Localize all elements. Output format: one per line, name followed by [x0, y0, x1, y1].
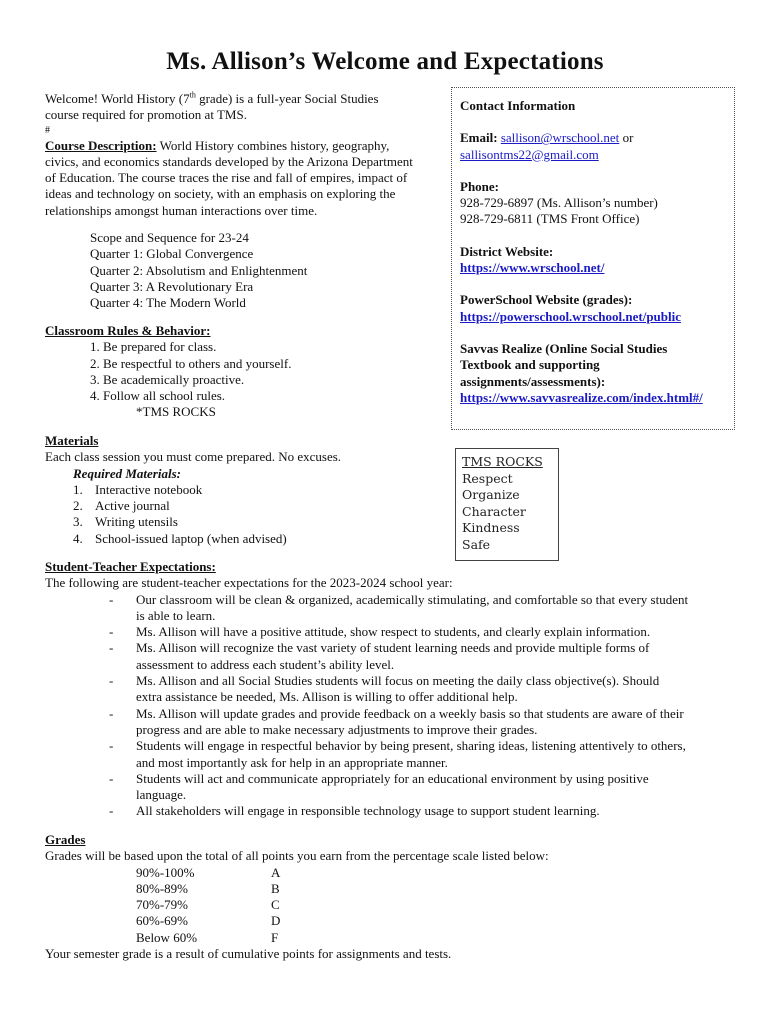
expectation-item [109, 640, 745, 673]
expectation-text [136, 771, 726, 804]
grade-range: 90%-100% [136, 864, 195, 880]
grade-letter: C [271, 897, 280, 913]
tms-rocks-item: Respect [462, 470, 513, 486]
contact-info-box [451, 87, 735, 430]
expectation-line: Ms. Allison will have a positive attitude, show respect to students, and clearly explain information. [136, 624, 651, 640]
savvas-label-line: Textbook and supporting [460, 357, 600, 373]
contact-phone [460, 179, 726, 228]
grade-letter: F [271, 929, 279, 945]
classroom-rules [45, 323, 445, 421]
course-description-line-1: World History combines history, geography, [156, 137, 390, 153]
expectation-text [136, 706, 726, 739]
expectation-line: All stakeholders will engage in responsible technology usage to support student learning. [136, 803, 600, 819]
tms-rocks-item: Kindness [462, 520, 520, 535]
rule-item: 2. Be respectful to others and yourself. [90, 355, 292, 371]
expectation-item [109, 771, 745, 804]
grade-range: 80%-89% [136, 880, 188, 896]
grade-row [136, 897, 745, 913]
material-number: 3. [73, 514, 83, 530]
rules-heading: Classroom Rules & Behavior: [45, 323, 211, 338]
dash-bullet: - [109, 770, 114, 786]
grade-letter: A [271, 864, 281, 880]
tms-rocks-item: Organize [462, 487, 520, 502]
grade-row [136, 913, 745, 929]
grade-row [136, 881, 745, 897]
welcome-text-pre: Welcome! World History (7 [45, 91, 190, 106]
expectation-line: Students will engage in respectful behavior by being present, sharing ideas, listening attentively to others, [136, 738, 686, 754]
course-description-line-5: relationships amongst human interactions over time. [45, 202, 318, 218]
email-or: or [619, 130, 634, 146]
grades-footer: Your semester grade is a result of cumulative points for assignments and tests. [45, 946, 452, 962]
material-item [73, 482, 445, 498]
scope-quarter-2: Quarter 2: Absolutism and Enlightenment [90, 262, 308, 278]
expectation-line: Ms. Allison and all Social Studies students will focus on meeting the daily class objective(s). Should [136, 673, 660, 689]
expectation-text [136, 640, 726, 673]
course-description [45, 138, 445, 154]
dash-bullet: - [109, 591, 114, 607]
scope-sequence [90, 230, 430, 311]
grade-scale [45, 865, 745, 946]
powerschool-label: PowerSchool Website (grades): [460, 292, 633, 308]
scope-quarter-3: Quarter 3: A Revolutionary Era [90, 278, 254, 294]
expectation-item [109, 738, 745, 771]
grades-heading: Grades [45, 832, 86, 847]
rules-tag: *TMS ROCKS [136, 404, 216, 420]
material-number: 4. [73, 530, 83, 546]
savvas-link[interactable]: https://www.savvasrealize.com/index.html#/ [460, 389, 703, 405]
page-title: Ms. Allison’s Welcome and Expectations [166, 48, 604, 75]
dash-bullet: - [109, 673, 114, 689]
material-item [73, 498, 445, 514]
district-website [460, 244, 726, 277]
materials-heading: Materials [45, 433, 99, 448]
welcome-line-1 [45, 91, 445, 107]
powerschool-link[interactable]: https://powerschool.wrschool.net/public [460, 308, 682, 324]
hash-mark: # [45, 124, 50, 136]
grade-row [136, 865, 745, 881]
expectation-line: is able to learn. [136, 607, 216, 623]
expectations-list [45, 592, 745, 820]
scope-quarter-1: Quarter 1: Global Convergence [90, 246, 254, 262]
dash-bullet: - [109, 738, 114, 754]
material-number: 2. [73, 498, 83, 514]
material-text: Interactive notebook [95, 481, 203, 497]
welcome-text-post: grade) is a full-year Social Studies [195, 91, 379, 106]
expectations-intro: The following are student-teacher expectations for the 2023-2024 school year: [45, 575, 453, 591]
expectation-item [109, 673, 745, 706]
savvas-label-line: assignments/assessments): [460, 373, 606, 389]
rule-item: 3. Be academically proactive. [90, 371, 245, 387]
dash-bullet: - [109, 624, 114, 640]
grade-range: 60%-69% [136, 913, 188, 929]
expectation-item [109, 706, 745, 739]
expectation-line: progress and are able to make necessary adjustments to improve their grades. [136, 721, 538, 737]
tms-rocks-item: Character [462, 503, 526, 519]
expectation-text [136, 803, 726, 819]
grades-section [45, 832, 745, 962]
savvas-website [460, 341, 726, 406]
material-text: Active journal [95, 498, 170, 514]
expectation-text [136, 592, 726, 625]
expectation-line: Students will act and communicate appropriately for an educational environment by using positive [136, 770, 649, 786]
expectation-line: Ms. Allison will recognize the vast variety of student learning needs and provide multiple forms of [136, 640, 650, 656]
grade-range: 70%-79% [136, 897, 188, 913]
expectation-line: extra assistance be needed, Ms. Allison is willing to offer additional help. [136, 689, 518, 705]
dash-bullet: - [109, 640, 114, 656]
scope-heading: Scope and Sequence for 23-24 [90, 230, 249, 245]
rule-item: 4. Follow all school rules. [90, 388, 226, 404]
expectation-line: and most importantly ask for help in an appropriate manner. [136, 754, 448, 770]
material-item [73, 531, 445, 547]
grade-letter: D [271, 913, 281, 929]
grade-range: Below 60% [136, 929, 198, 945]
phone-number-2: 928-729-6811 (TMS Front Office) [460, 211, 640, 227]
welcome-superscript: th [189, 90, 196, 100]
required-materials-heading: Required Materials: [73, 465, 181, 481]
dash-bullet: - [109, 803, 114, 819]
powerschool-website [460, 292, 726, 325]
expectation-item [109, 592, 745, 625]
savvas-label-line: Savvas Realize (Online Social Studies [460, 340, 668, 356]
scope-quarter-4: Quarter 4: The Modern World [90, 295, 246, 311]
phone-label: Phone: [460, 178, 499, 194]
tms-rocks-box [455, 448, 559, 561]
material-text: School-issued laptop (when advised) [95, 530, 287, 546]
tms-rocks-item: Safe [462, 536, 491, 552]
welcome-line-2: course required for promotion at TMS. [45, 107, 247, 123]
expectation-line: assessment to address each student’s ability level. [136, 656, 395, 672]
expectation-item [109, 624, 745, 640]
expectation-text [136, 738, 726, 771]
email-link-1[interactable]: sallison@wrschool.net [500, 130, 620, 146]
email-link-2[interactable]: sallisontms22@gmail.com [460, 146, 599, 162]
phone-number-1: 928-729-6897 (Ms. Allison’s number) [460, 195, 658, 211]
materials-section [45, 433, 445, 547]
district-label: District Website: [460, 243, 554, 259]
rule-item: 1. Be prepared for class. [90, 339, 217, 355]
grade-row [136, 930, 745, 946]
material-item [73, 514, 445, 530]
expectation-text [136, 673, 726, 706]
tms-rocks-heading: TMS ROCKS [462, 454, 543, 469]
grade-letter: B [271, 880, 280, 896]
contact-heading: Contact Information [460, 98, 576, 113]
district-link[interactable]: https://www.wrschool.net/ [460, 260, 605, 276]
expectation-line: Our classroom will be clean & organized, academically stimulating, and comfortable so that every student [136, 591, 689, 607]
welcome-section [45, 91, 445, 219]
expectations-section [45, 559, 745, 820]
course-description-line-2: civics, and economics standards developed by the Arizona Department [45, 153, 413, 169]
email-label: Email: [460, 130, 498, 146]
expectation-item [109, 803, 745, 819]
expectation-text [136, 624, 726, 640]
contact-email [460, 130, 726, 163]
materials-intro: Each class session you must come prepared. No excuses. [45, 449, 342, 465]
expectations-heading: Student-Teacher Expectations: [45, 559, 216, 574]
expectation-line: language. [136, 787, 187, 803]
course-description-line-4: ideas and technology on society, with an emphasis on exploring the [45, 186, 396, 202]
material-text: Writing utensils [95, 514, 178, 530]
course-description-line-3: of Education. The course traces the rise and fall of empires, impact of [45, 170, 408, 186]
expectation-line: Ms. Allison will update grades and provide feedback on a weekly basis so that students are aware of their [136, 705, 684, 721]
material-number: 1. [73, 481, 83, 497]
course-description-heading: Course Description: [45, 137, 157, 153]
dash-bullet: - [109, 705, 114, 721]
grades-intro: Grades will be based upon the total of all points you earn from the percentage scale listed below: [45, 848, 549, 864]
